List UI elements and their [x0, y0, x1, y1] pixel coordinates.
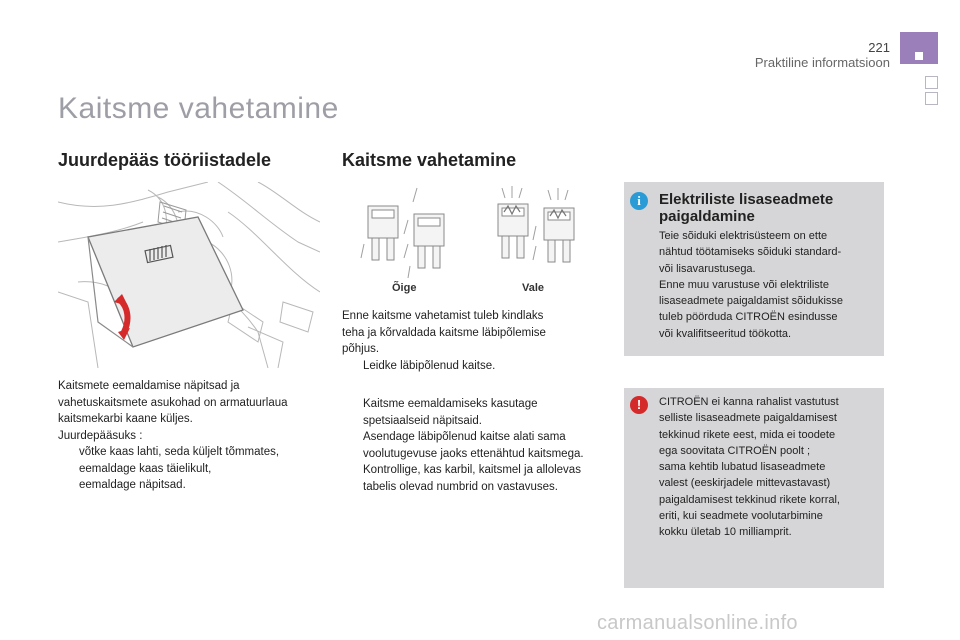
- chapter-tab: [900, 32, 938, 64]
- text-line: Kaitsmete eemaldamise näpitsad ja: [58, 380, 240, 392]
- text-line: teha ja kõrvaldada kaitsme läbipõlemise: [342, 326, 546, 339]
- dashboard-fusebox-illustration: [58, 182, 320, 368]
- page-title: Kaitsme vahetamine: [58, 92, 339, 125]
- text-line: paigaldamisest tekkinud rikete korral,: [659, 493, 840, 506]
- bullet-text: Kontrollige, kas karbil, kaitsmel ja allolevas: [363, 464, 581, 476]
- chapter-indicator-box: [925, 92, 938, 105]
- title-line: Elektriliste lisaseadmete: [659, 191, 834, 208]
- text-line: valest (eeskirjadele mittevastavast): [659, 477, 831, 490]
- bullet-item: [58, 444, 318, 461]
- fuse-bad-caption: Vale: [522, 282, 545, 294]
- fuse-intro-block: [342, 308, 612, 374]
- watermark: carmanualsonline.info: [597, 612, 798, 634]
- bullet-item: [58, 477, 318, 494]
- text-line: CITROËN ei kanna rahalist vastutust: [659, 396, 839, 408]
- text-line: tekkinud rikete eest, mida ei toodete: [659, 428, 836, 441]
- bullet-text: eemaldage näpitsad.: [79, 479, 186, 491]
- bullet-text: Leidke läbipõlenud kaitse.: [363, 359, 496, 372]
- text-line: lisaseadmete paigaldamist sõidukisse: [659, 295, 844, 308]
- info-icon: i: [630, 192, 648, 210]
- page-number: 221: [868, 40, 890, 55]
- left-text-block: [58, 378, 318, 494]
- text-line: Teie sõiduki elektrisüsteem on ette: [659, 230, 828, 242]
- text-line: või lisavarustusega.: [659, 262, 756, 275]
- bullet-text: eemaldage kaas täielikult,: [79, 462, 212, 475]
- info-box-accessories: [624, 182, 884, 356]
- text-line: Juurdepääsuks :: [58, 429, 143, 442]
- chapter-tab-marker: [915, 52, 923, 60]
- fuse-steps-block: [342, 396, 612, 495]
- bullet-text: tabelis olevad numbrid on vastavuses.: [363, 480, 558, 493]
- text-line: Enne kaitsme vahetamist tuleb kindlaks: [342, 310, 544, 322]
- text-line: või kvalifitseeritud töökotta.: [659, 327, 792, 340]
- section-label: Praktiline informatsioon: [754, 55, 890, 70]
- bullet-text: Kaitsme eemaldamiseks kasutage: [363, 398, 538, 410]
- text-line: nähtud töötamiseks sõiduki standard-: [659, 246, 842, 259]
- text-line: kaitsmekarbi kaane küljes.: [58, 413, 193, 425]
- text-line: selliste lisaseadmete paigaldamisest: [659, 412, 837, 425]
- bullet-text: Asendage läbipõlenud kaitse alati sama: [363, 431, 566, 443]
- text-line: tuleb pöörduda CITROËN esindusse: [659, 311, 838, 324]
- text-line: vahetuskaitsmete asukohad on armatuurlaua: [58, 396, 288, 409]
- fuse-blown-illustration: [490, 186, 586, 280]
- text-line: Enne muu varustuse või elektriliste: [659, 278, 829, 291]
- heading-tool-access: Juurdepääs tööriistadele: [58, 150, 272, 170]
- bullet-text: spetsiaalseid näpitsaid.: [363, 414, 482, 427]
- title-line: paigaldamine: [659, 208, 755, 225]
- text-line: kokku ületab 10 milliamprit.: [659, 526, 792, 539]
- warning-box-liability: [624, 388, 884, 588]
- text-line: sama kehtib lubatud lisaseadmete: [659, 461, 826, 474]
- bullet-item: [342, 462, 612, 495]
- fuse-ok-illustration: [358, 186, 454, 280]
- bullet-item: [342, 429, 612, 462]
- bullet-text: voolutugevuse jaoks ettenähtud kaitsmega.: [363, 447, 584, 460]
- bullet-text: võtke kaas lahti, seda küljelt tõmmates,: [79, 446, 280, 458]
- bullet-item: [58, 461, 318, 478]
- fuse-ok-caption: Õige: [392, 282, 417, 294]
- warning-icon: !: [630, 396, 648, 414]
- text-line: ega soovitata CITROËN poolt ;: [659, 444, 811, 457]
- text-line: eriti, kui seadmete voolutarbimine: [659, 510, 823, 523]
- info-box-title: [659, 191, 879, 225]
- chapter-indicator-box: [925, 76, 938, 89]
- text-line: põhjus.: [342, 343, 380, 355]
- warning-box-text: [659, 394, 881, 541]
- heading-fuse-replacement: Kaitsme vahetamine: [342, 150, 517, 170]
- info-box-text: [659, 228, 881, 342]
- bullet-item: [342, 358, 612, 375]
- bullet-item: [342, 396, 612, 429]
